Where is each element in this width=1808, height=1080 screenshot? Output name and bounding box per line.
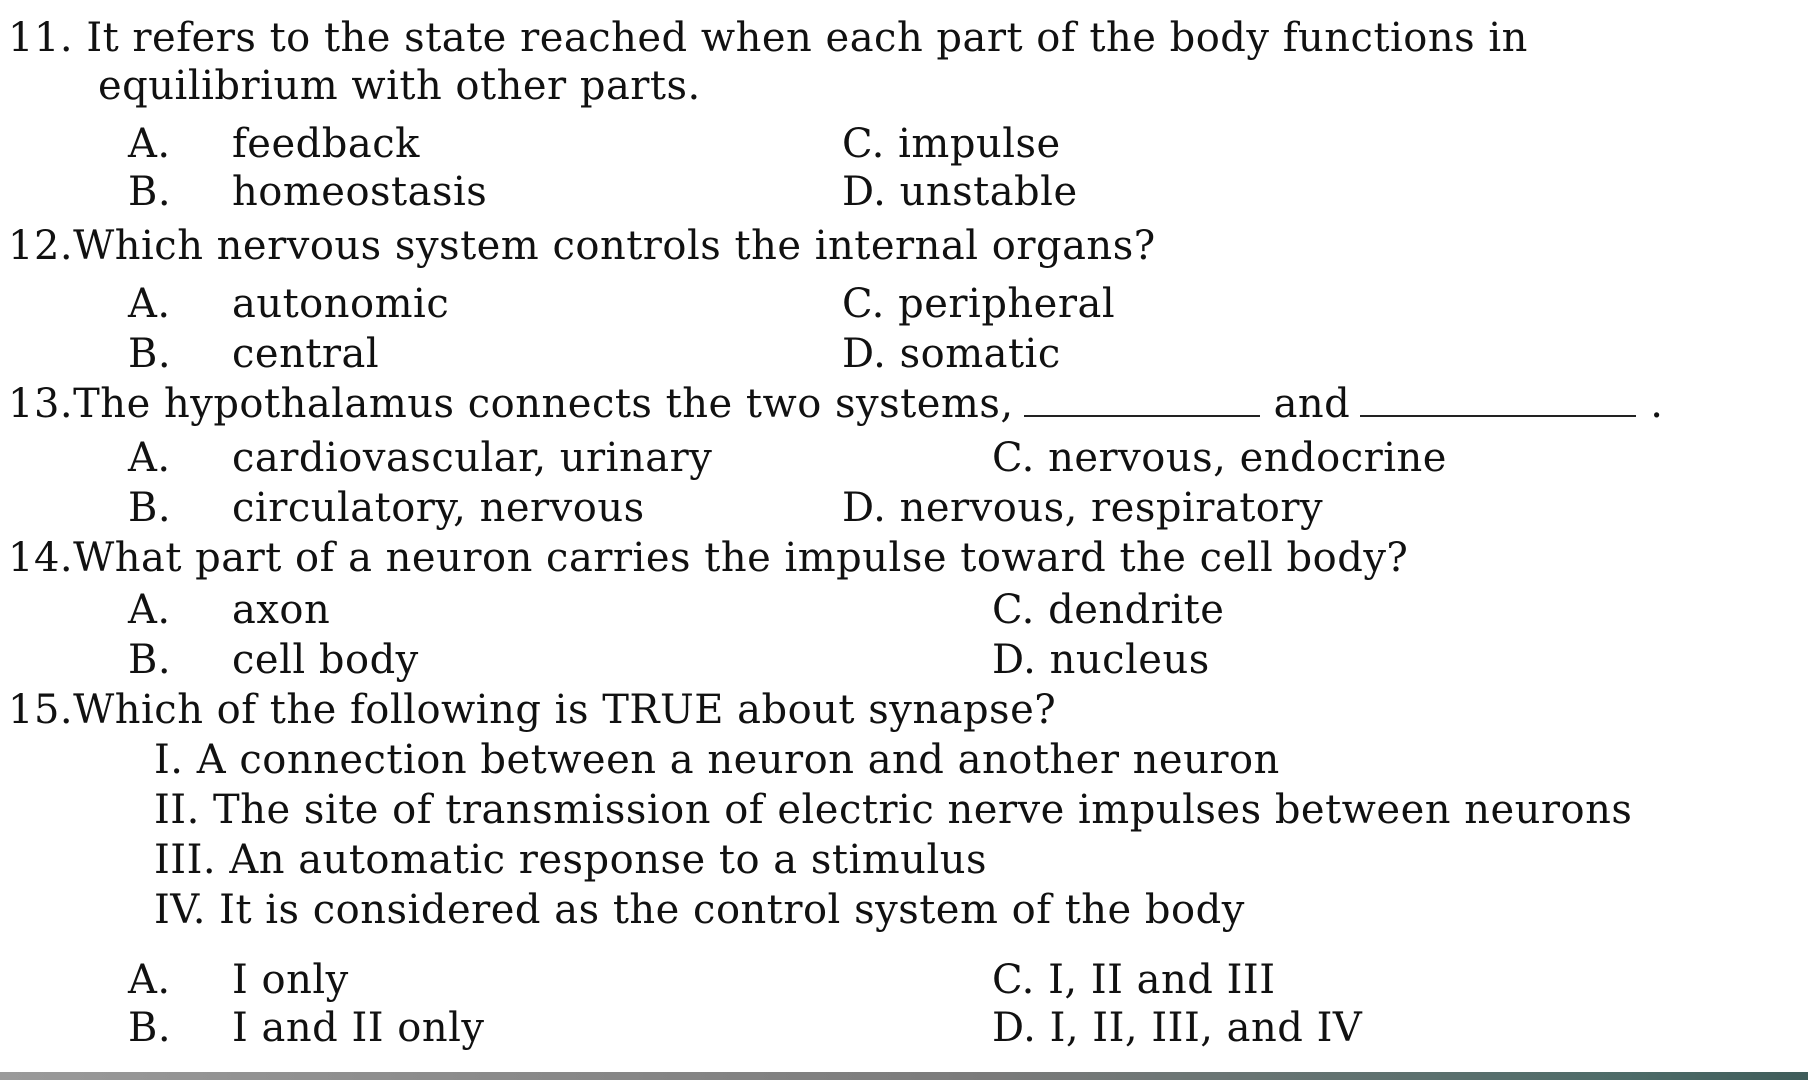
q14-number: 14. bbox=[8, 535, 74, 581]
q13-option-d[interactable] bbox=[842, 484, 1323, 532]
option-letter: D. bbox=[842, 169, 887, 215]
option-letter: A. bbox=[128, 957, 171, 1003]
q14-option-b-text: cell body bbox=[232, 637, 419, 683]
q12-number: 12. bbox=[8, 223, 74, 269]
q15-number: 15. bbox=[8, 687, 74, 733]
q14-option-a[interactable] bbox=[128, 586, 171, 634]
option-letter: C. bbox=[842, 281, 885, 327]
q13-option-b[interactable] bbox=[128, 484, 171, 532]
option-letter: B. bbox=[128, 331, 172, 377]
option-text: nervous, respiratory bbox=[899, 485, 1324, 531]
q12-option-b[interactable] bbox=[128, 330, 171, 378]
option-letter: B. bbox=[128, 637, 172, 683]
q15-statement-ii bbox=[154, 786, 1632, 834]
q14-option-c[interactable] bbox=[992, 586, 1224, 634]
option-letter: D. bbox=[992, 637, 1037, 683]
option-letter: D. bbox=[842, 485, 887, 531]
option-letter: D. bbox=[992, 1005, 1037, 1051]
option-letter: C. bbox=[992, 957, 1035, 1003]
option-text: I, II and III bbox=[1048, 957, 1276, 1003]
q11-option-a-text: feedback bbox=[232, 121, 420, 167]
option-letter: D. bbox=[842, 331, 887, 377]
option-text: nucleus bbox=[1049, 637, 1210, 683]
option-letter: B. bbox=[128, 485, 172, 531]
q15-option-a[interactable] bbox=[128, 956, 171, 1004]
q12-option-b-text: central bbox=[232, 331, 380, 377]
option-letter: A. bbox=[128, 587, 171, 633]
option-text: dendrite bbox=[1048, 587, 1225, 633]
page-bottom-edge bbox=[0, 1072, 1808, 1080]
statement-numeral: IV. bbox=[154, 887, 206, 933]
q11-number: 11. bbox=[8, 15, 74, 61]
q13-option-a-text: cardiovascular, urinary bbox=[232, 435, 713, 481]
statement-numeral: I. bbox=[154, 737, 184, 783]
q12-stem bbox=[8, 222, 1156, 270]
q12-option-a[interactable] bbox=[128, 280, 171, 328]
q11-option-d[interactable] bbox=[842, 168, 1078, 216]
q11-stem-text-1: It refers to the state reached when each part of the body functions in bbox=[86, 15, 1528, 61]
q14-stem-text: What part of a neuron carries the impulse toward the cell body? bbox=[73, 535, 1409, 581]
q13-stem-end: . bbox=[1650, 381, 1664, 427]
q11-stem-line2 bbox=[98, 62, 701, 110]
q13-blank-2[interactable] bbox=[1360, 415, 1636, 417]
q13-option-c[interactable] bbox=[992, 434, 1447, 482]
q12-stem-text: Which nervous system controls the internal organs? bbox=[73, 223, 1156, 269]
option-letter: C. bbox=[842, 121, 885, 167]
q15-option-a-text: I only bbox=[232, 957, 349, 1003]
option-text: unstable bbox=[899, 169, 1078, 215]
q13-option-b-text: circulatory, nervous bbox=[232, 485, 645, 531]
option-text: somatic bbox=[899, 331, 1061, 377]
option-letter: C. bbox=[992, 587, 1035, 633]
q14-option-d[interactable] bbox=[992, 636, 1210, 684]
q14-stem bbox=[8, 534, 1408, 582]
option-letter: B. bbox=[128, 1005, 172, 1051]
option-letter: A. bbox=[128, 435, 171, 481]
option-letter: A. bbox=[128, 281, 171, 327]
option-text: peripheral bbox=[898, 281, 1116, 327]
option-text: impulse bbox=[898, 121, 1061, 167]
q13-stem-text-2: and bbox=[1273, 381, 1351, 427]
statement-text: It is considered as the control system of the body bbox=[219, 887, 1245, 933]
statement-text: The site of transmission of electric nerve impulses between neurons bbox=[213, 787, 1633, 833]
q11-option-b[interactable] bbox=[128, 168, 171, 216]
q11-option-a[interactable] bbox=[128, 120, 171, 168]
q13-number: 13. bbox=[8, 381, 74, 427]
option-text: nervous, endocrine bbox=[1048, 435, 1447, 481]
q11-option-c[interactable] bbox=[842, 120, 1061, 168]
q13-blank-1[interactable] bbox=[1024, 415, 1260, 417]
q15-option-b-text: I and II only bbox=[232, 1005, 485, 1051]
statement-numeral: III. bbox=[154, 837, 217, 883]
q15-stem-text: Which of the following is TRUE about synapse? bbox=[73, 687, 1057, 733]
q12-option-d[interactable] bbox=[842, 330, 1061, 378]
q12-option-a-text: autonomic bbox=[232, 281, 450, 327]
q15-statement-iii bbox=[154, 836, 987, 884]
q15-option-b[interactable] bbox=[128, 1004, 171, 1052]
q13-stem bbox=[8, 380, 1664, 428]
q11-stem-line1 bbox=[8, 14, 1528, 62]
q15-statement-iv bbox=[154, 886, 1245, 934]
q15-option-d[interactable] bbox=[992, 1004, 1362, 1052]
q12-option-c[interactable] bbox=[842, 280, 1115, 328]
q15-option-c[interactable] bbox=[992, 956, 1276, 1004]
q14-option-a-text: axon bbox=[232, 587, 331, 633]
statement-text: An automatic response to a stimulus bbox=[229, 837, 988, 883]
option-text: I, II, III, and IV bbox=[1049, 1005, 1363, 1051]
option-letter: C. bbox=[992, 435, 1035, 481]
statement-text: A connection between a neuron and another neuron bbox=[196, 737, 1280, 783]
q11-option-b-text: homeostasis bbox=[232, 169, 488, 215]
option-letter: B. bbox=[128, 169, 172, 215]
statement-numeral: II. bbox=[154, 787, 200, 833]
q11-stem-text-2: equilibrium with other parts. bbox=[98, 63, 701, 109]
option-letter: A. bbox=[128, 121, 171, 167]
q15-stem bbox=[8, 686, 1056, 734]
q13-stem-text-1: The hypothalamus connects the two systems, bbox=[73, 381, 1014, 427]
q13-option-a[interactable] bbox=[128, 434, 171, 482]
q15-statement-i bbox=[154, 736, 1280, 784]
q14-option-b[interactable] bbox=[128, 636, 171, 684]
